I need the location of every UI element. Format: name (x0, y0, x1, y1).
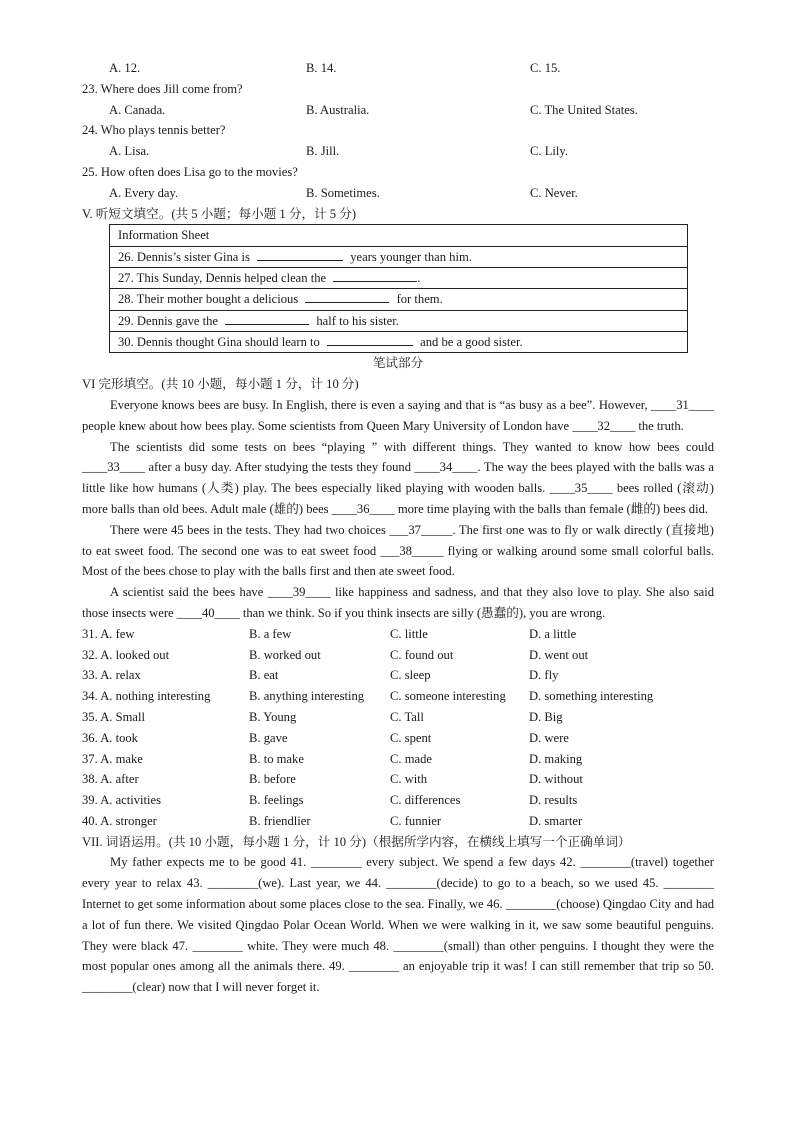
option-37-c: C. made (390, 751, 432, 766)
question-23-options (82, 100, 714, 121)
info-item-28 (110, 288, 687, 309)
option-40-d: D. smarter (529, 813, 583, 828)
cloze-options-list (82, 624, 714, 832)
info-item-30-pre: 30. Dennis thought Gina should learn to (118, 334, 320, 349)
option-32-a: 32. A. looked out (82, 647, 170, 662)
option-24-a: A. Lisa. (109, 144, 150, 159)
option-40-b: B. friendlier (249, 813, 311, 828)
answer-blank-29[interactable] (225, 312, 309, 325)
question-23: 23. Where does Jill come from? (82, 81, 243, 96)
options-row-40 (82, 811, 714, 832)
option-31-a: 31. A. few (82, 626, 135, 641)
options-row-38 (82, 769, 714, 790)
options-row-32 (82, 645, 714, 666)
option-34-d: D. something interesting (529, 689, 654, 704)
option-35-c: C. Tall (390, 709, 424, 724)
question-25: 25. How often does Lisa go to the movies? (82, 164, 298, 179)
information-sheet-table (109, 224, 688, 353)
option-34-a: 34. A. nothing interesting (82, 689, 211, 704)
question-22-options (82, 58, 714, 79)
word-usage-paragraph: My father expects me to be good 41. ________ every subject. We spend a few days 42. ________(travel) together every year to relax 43. ________(we). Last year, we 44. ________(decide) to go to a beach, so we used 45. ________ Internet to get some information about some places close to the sea. Finally, we 46. ________(choose) Qingdao City and had a lot of fun there. We visited Qingdao Polar Ocean World. When we were walking in it, we saw some beautiful penguins. They were black 47. ________ white. They were much 48. ________(small) than other penguins. I thought they were the most popular ones among all the animals there. 49. ________ an enjoyable trip it was! I can still remember that trip so 50. ________(clear) now that I will never forget it. (82, 855, 714, 995)
option-35-d: D. Big (529, 709, 563, 724)
option-25-b: B. Sometimes. (306, 185, 380, 200)
option-24-b: B. Jill. (306, 144, 340, 159)
option-39-c: C. differences (390, 793, 461, 808)
option-38-a: 38. A. after (82, 772, 139, 787)
option-31-b: B. a few (249, 626, 292, 641)
option-36-b: B. gave (249, 730, 288, 745)
option-38-d: D. without (529, 772, 583, 787)
options-row-36 (82, 728, 714, 749)
info-item-30-post: and be a good sister. (420, 334, 523, 349)
cloze-paragraph-3: There were 45 bees in the tests. They had two choices ___37_____. The first one was to fly or walk directly (直接地) to eat sweet food. The second one was to eat sweet food ___38_____ flying or walking around some small colorful balls. Most of the bees chose to play with the balls first and then ate sweet food. (82, 522, 714, 579)
info-item-27-post: . (417, 270, 421, 285)
question-24: 24. Who plays tennis better? (82, 123, 226, 138)
options-row-35 (82, 707, 714, 728)
answer-blank-26[interactable] (257, 248, 343, 261)
option-23-b: B. Australia. (306, 102, 370, 117)
cloze-paragraph-1: Everyone knows bees are busy. In English, there is even a saying and that is “as busy as a bee”. However, ____31____ people knew about how bees play. Some scientists from Queen Mary University of London have ____32____ the truth. (82, 397, 714, 433)
options-row-37 (82, 749, 714, 770)
exam-page (82, 58, 714, 998)
info-item-27-pre: 27. This Sunday, Dennis helped clean the (118, 270, 327, 285)
information-sheet-title: Information Sheet (118, 228, 210, 243)
info-item-30 (110, 331, 687, 352)
option-22-c: C. 15. (530, 61, 561, 75)
option-23-c: C. The United States. (530, 102, 638, 117)
option-33-c: C. sleep (390, 668, 431, 683)
options-row-39 (82, 790, 714, 811)
option-33-a: 33. A. relax (82, 668, 141, 683)
info-item-29-post: half to his sister. (316, 313, 399, 328)
cloze-paragraph-4: A scientist said the bees have ____39____ like happiness and sadness, and that they also love to play. She also said those insects were ____40____ than we think. So if you think insects are silly (愚蠢的), you are wrong. (82, 585, 714, 620)
option-32-c: C. found out (390, 647, 454, 662)
cloze-paragraph-2: The scientists did some tests on bees “playing ” with different things. They wanted to know how bees could ____33____ after a busy day. After studying the tests they found ____34____. The way the bees played with the balls was a little like how humans (人类) play. The bees especially liked playing with wooden balls. ____35____ bees rolled (滚动) more balls than old bees. Adult male (雄的) bees ____36____ more time playing with the balls than female (雌的) bees did. (82, 439, 714, 516)
option-38-b: B. before (249, 772, 296, 787)
info-item-28-pre: 28. Their mother bought a delicious (118, 292, 299, 307)
option-39-d: D. results (529, 793, 578, 808)
option-31-d: D. a little (529, 626, 577, 641)
options-row-31 (82, 624, 714, 645)
answer-blank-28[interactable] (305, 290, 389, 303)
option-38-c: C. with (390, 772, 428, 787)
option-37-d: D. making (529, 751, 583, 766)
option-39-a: 39. A. activities (82, 793, 162, 808)
option-31-c: C. little (390, 626, 428, 641)
option-23-a: A. Canada. (109, 102, 166, 117)
info-item-26-pre: 26. Dennis’s sister Gina is (118, 249, 250, 264)
option-40-c: C. funnier (390, 813, 442, 828)
info-item-26-post: years younger than him. (350, 249, 472, 264)
option-33-d: D. fly (529, 668, 559, 683)
info-item-27 (110, 267, 687, 288)
written-part-title: 笔试部分 (372, 356, 424, 371)
section-5-title: V. 听短文填空。(共 5 小题；每小题 1 分，计 5 分) (82, 206, 357, 221)
info-item-26 (110, 246, 687, 267)
option-25-a: A. Every day. (109, 185, 179, 200)
option-35-a: 35. A. Small (82, 709, 145, 724)
option-22-b: B. 14. (306, 61, 337, 75)
option-34-b: B. anything interesting (249, 689, 365, 704)
info-item-28-post: for them. (396, 292, 443, 307)
question-25-options (82, 183, 714, 204)
question-24-options (82, 141, 714, 162)
option-33-b: B. eat (249, 668, 279, 683)
options-row-33 (82, 665, 714, 686)
option-25-c: C. Never. (530, 185, 578, 200)
option-37-a: 37. A. make (82, 751, 143, 766)
info-item-29-pre: 29. Dennis gave the (118, 313, 219, 328)
answer-blank-27[interactable] (333, 269, 417, 282)
option-32-d: D. went out (529, 647, 589, 662)
options-row-34 (82, 686, 714, 707)
section-6-title: VI 完形填空。(共 10 小题，每小题 1 分，计 10 分) (82, 377, 359, 392)
option-37-b: B. to make (249, 751, 304, 766)
option-24-c: C. Lily. (530, 144, 569, 159)
answer-blank-30[interactable] (327, 333, 413, 346)
option-36-d: D. were (529, 730, 569, 745)
option-22-a: A. 12. (109, 61, 141, 75)
option-32-b: B. worked out (249, 647, 321, 662)
section-7-title: VII. 词语运用。(共 10 小题，每小题 1 分，计 10 分)（根据所学内容，在横线上填写一个正确单词） (82, 834, 631, 849)
option-40-a: 40. A. stronger (82, 813, 157, 828)
option-36-c: C. spent (390, 730, 432, 745)
info-item-29 (110, 310, 687, 331)
option-35-b: B. Young (249, 709, 297, 724)
option-36-a: 36. A. took (82, 730, 138, 745)
option-34-c: C. someone interesting (390, 689, 506, 704)
option-39-b: B. feelings (249, 793, 304, 808)
